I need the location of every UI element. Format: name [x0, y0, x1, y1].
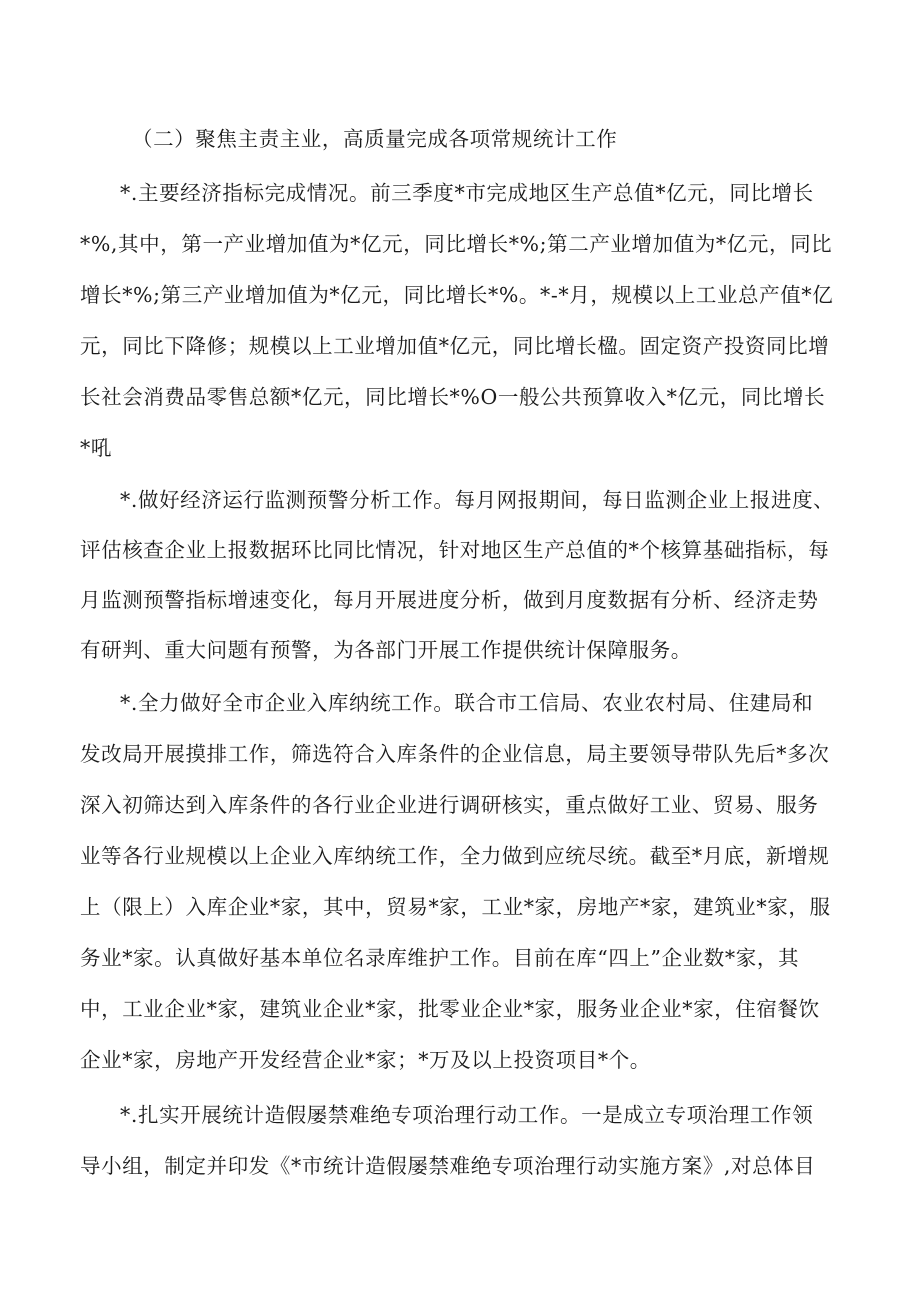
paragraph-2-line-1: *.做好经济运行监测预警分析工作。每月网报期间，每日监测企业上报进度、	[120, 488, 835, 512]
paragraph-2-line-3: 月监测预警指标增速变化，每月开展进度分析，做到月度数据有分析、经济走势	[80, 588, 819, 612]
paragraph-1-line-6: *吼	[80, 436, 112, 460]
paragraph-4-line-2: 导小组，制定并印发《*市统计造假屡禁难绝专项治理行动实施方案》,对总体目	[80, 1154, 816, 1178]
paragraph-4-line-1: *.扎实开展统计造假屡禁难绝专项治理行动工作。一是成立专项治理工作领	[120, 1103, 814, 1127]
paragraph-1-line-1: *.主要经济指标完成情况。前三季度*市完成地区生产总值*亿元，同比增长	[120, 181, 814, 205]
paragraph-1-line-4: 元，同比下降修；规模以上工业增加值*亿元，同比增长楹。固定资产投资同比增	[80, 334, 830, 358]
paragraph-3-line-2: 发改局开展摸排工作，筛选符合入库条件的企业信息，局主要领导带队先后*多次	[80, 742, 830, 766]
paragraph-3-line-8: 企业*家，房地产开发经营企业*家；*万及以上投资项目*个。	[80, 1048, 651, 1072]
paragraph-3-line-6: 务业*家。认真做好基本单位名录库维护工作。目前在库“四上”企业数*家，其	[80, 946, 800, 970]
paragraph-1-line-2: *%,其中，第一产业增加值为*亿元，同比增长*%;第二产业增加值为*亿元，同比	[80, 232, 833, 256]
paragraph-3-line-4: 业等各行业规模以上企业入库纳统工作，全力做到应统尽统。截至*月底，新增规	[80, 844, 830, 868]
paragraph-2-line-4: 有研判、重大问题有预警，为各部门开展工作提供统计保障服务。	[80, 638, 692, 662]
section-heading: （二）聚焦主责主业，高质量完成各项常规统计工作	[132, 127, 618, 151]
paragraph-1-line-5: 长社会消费品零售总额*亿元，同比增长*%O一般公共预算收入*亿元，同比增长	[80, 385, 826, 409]
paragraph-3-line-1: *.全力做好全市企业入库纳统工作。联合市工信局、农业农村局、住建局和	[120, 691, 814, 715]
paragraph-2-line-2: 评估核查企业上报数据环比同比情况，针对地区生产总值的*个核算基础指标，每	[80, 538, 830, 562]
paragraph-3-line-5: 上（限上）入库企业*家，其中，贸易*家，工业*家，房地产*家，建筑业*家，服	[80, 895, 831, 919]
paragraph-1-line-3: 增长*%;第三产业增加值为*亿元，同比增长*%。*-*月，规模以上工业总产值*亿	[80, 283, 834, 307]
paragraph-3-line-7: 中，工业企业*家，建筑业企业*家，批零业企业*家，服务业企业*家，住宿餐饮	[80, 997, 820, 1021]
paragraph-3-line-3: 深入初筛达到入库条件的各行业企业进行调研核实，重点做好工业、贸易、服务	[80, 793, 819, 817]
